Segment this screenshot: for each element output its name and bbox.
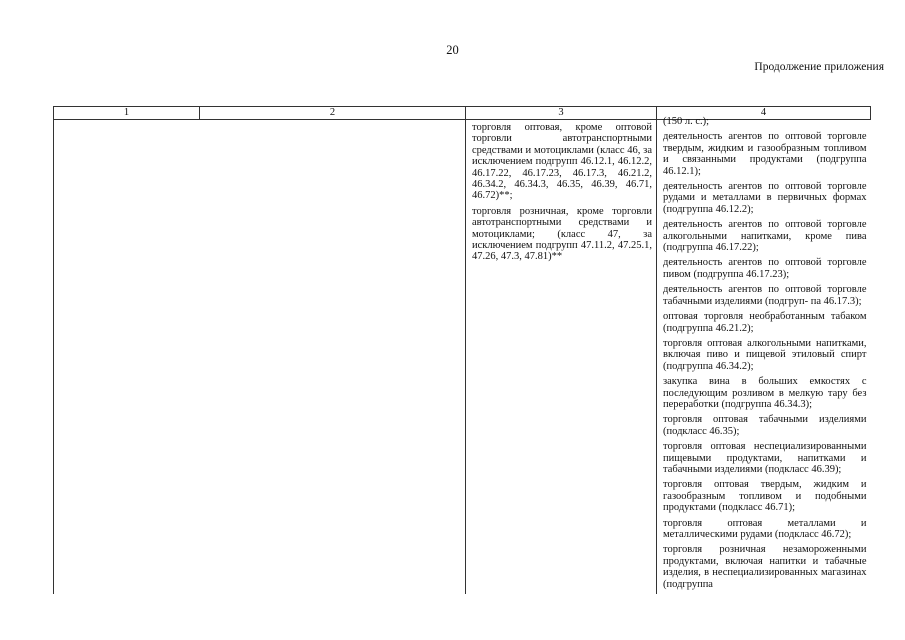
column4-entry: деятельность агентов по оптовой торговле твердым, жидким и газообразным топливом и связанными продуктами (подгруппа 46.12.1); xyxy=(663,131,867,177)
cell-column-4 xyxy=(657,116,871,595)
column-header-1: 1 xyxy=(54,107,200,120)
cell-column-1 xyxy=(54,120,200,595)
column3-entry: торговля оптовая, кроме оптовой торговли автотранспортными средствами и мотоциклами (класс 46, за исключением подгрупп 46.12.1, 46.12.2, 46.17.22, 46.17.23, 46.17.3, 46.21.2, 46.34.2, 46.34.3, 46.35, 46.39, 46.71, 46.72)**; xyxy=(472,122,652,202)
column-header-2: 2 xyxy=(200,107,466,120)
appendix-table xyxy=(53,106,871,594)
column4-entry: деятельность агентов по оптовой торговле табачными изделиями (подгруп- па 46.17.3); xyxy=(663,284,867,307)
appendix-table-container xyxy=(53,106,870,594)
table-row xyxy=(54,120,871,595)
column4-entry: торговля оптовая табачными изделиями (подкласс 46.35); xyxy=(663,414,867,437)
cell-column-2 xyxy=(200,120,466,595)
column4-entry: торговля оптовая неспециализированными пищевыми продуктами, напитками и табачными изделиями (подкласс 46.39); xyxy=(663,441,867,475)
column4-entry: оптовая торговля необработанным табаком (подгруппа 46.21.2); xyxy=(663,311,867,334)
column4-entry: деятельность агентов по оптовой торговле пивом (подгруппа 46.17.23); xyxy=(663,257,867,280)
column4-entry: закупка вина в больших емкостях с последующим розливом в мелкую тару без переработки (подгруппа 46.34.3); xyxy=(663,376,867,410)
column4-entry: (150 л. с.); xyxy=(663,116,710,127)
column4-entry: деятельность агентов по оптовой торговле рудами и металлами в первичных формах (подгруппа 46.12.2); xyxy=(663,181,867,215)
page-number: 20 xyxy=(446,43,459,57)
column-header-4: 4 xyxy=(657,107,871,120)
column3-entry: торговля розничная, кроме торговли автотранспортными средствами и мотоциклами; (класс 47, за исключением подгрупп 47.11.2, 47.25.1, 47.26, 47.3, 47.81)** xyxy=(472,205,652,263)
column-header-3: 3 xyxy=(466,107,657,120)
column4-entry: торговля оптовая алкогольными напитками, включая пиво и пищевой этиловый спирт (подгруппа 46.34.2); xyxy=(663,337,867,372)
cell-column-3 xyxy=(466,120,657,595)
column4-entry: торговля розничная незамороженными продуктами, включая напитки и табачные изделия, в неспециализированных магазинах (подгруппа xyxy=(663,544,867,590)
continuation-label: Продолжение приложения xyxy=(754,61,884,73)
column4-entry: торговля оптовая металлами и металлическими рудами (подкласс 46.72); xyxy=(663,517,867,540)
column4-entry: торговля оптовая твердым, жидким и газообразным топливом и подобными продуктами (подкласс 46.71); xyxy=(663,479,867,514)
column4-entry: деятельность агентов по оптовой торговле алкогольными напитками, кроме пива (подгруппа 46.17.22); xyxy=(663,219,867,254)
